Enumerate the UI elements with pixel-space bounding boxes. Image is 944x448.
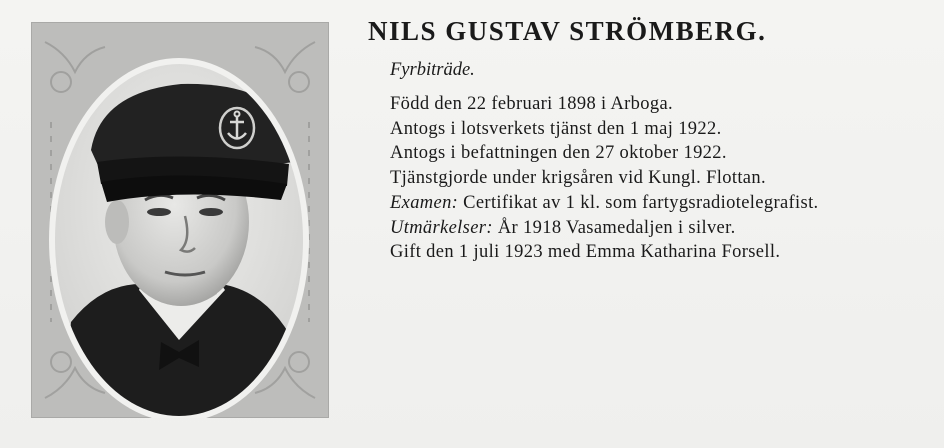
person-title: Fyrbiträde.	[390, 60, 475, 80]
bio-line-service: Tjänstgjorde under krigsåren vid Kungl. Flottan.	[390, 168, 766, 189]
biography-lines	[390, 92, 819, 265]
portrait-illustration	[31, 22, 329, 418]
bio-line-hired: Antogs i lotsverkets tjänst den 1 maj 1922.	[390, 118, 722, 139]
bio-line-born: Född den 22 februari 1898 i Arboga.	[390, 94, 674, 114]
bio-line-exam: Examen: Certifikat av 1 kl. som fartygsradiotelegrafist.	[390, 192, 819, 213]
person-name: NILS GUSTAV STRÖMBERG.	[368, 16, 767, 46]
bio-line-honors: Utmärkelser: År 1918 Vasamedaljen i silver.	[390, 217, 736, 238]
biography-text	[368, 12, 928, 263]
bio-line-married: Gift den 1 juli 1923 med Emma Katharina Forsell.	[390, 242, 781, 263]
portrait-photo	[31, 22, 329, 418]
honors-label: Utmärkelser:	[390, 217, 493, 238]
bio-line-position: Antogs i befattningen den 27 oktober 1922.	[390, 143, 727, 164]
exam-label: Examen:	[390, 192, 459, 213]
